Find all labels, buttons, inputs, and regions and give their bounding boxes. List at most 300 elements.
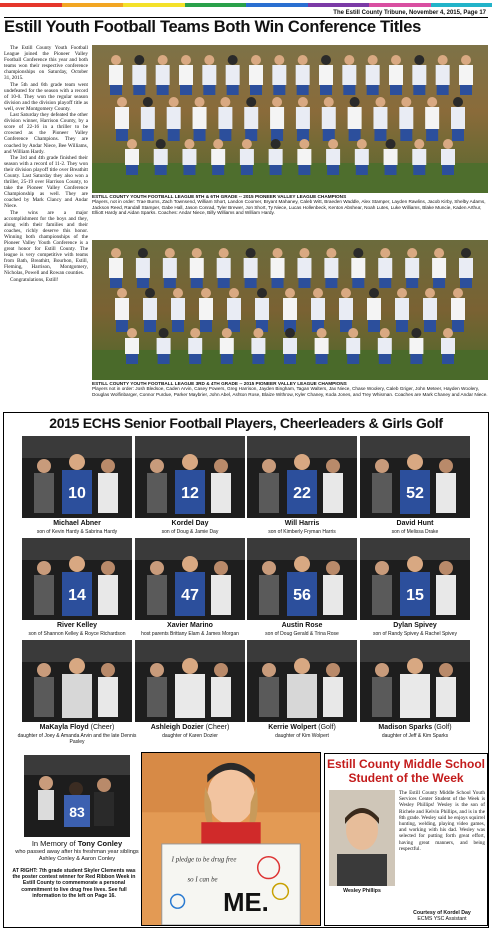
senior-parents: daughter of Kim Wolpert — [275, 733, 329, 739]
player-silhouette — [249, 65, 263, 85]
player-head — [213, 139, 223, 149]
senior-jersey-number: 47 — [181, 587, 199, 604]
player-pants — [155, 165, 167, 175]
player-pants — [327, 165, 339, 175]
player-head — [357, 139, 367, 149]
player-pants — [452, 129, 464, 141]
senior-name-text: Dylan Spivey — [393, 622, 437, 629]
senior-photo-art — [360, 538, 470, 620]
player-head — [427, 97, 437, 107]
player-silhouette — [326, 149, 340, 165]
player-head — [313, 288, 323, 298]
senior-jersey-number: 22 — [293, 485, 311, 502]
player-pants — [413, 85, 425, 95]
player-head — [165, 248, 175, 258]
player-silhouette — [342, 65, 356, 85]
player-head — [127, 139, 137, 149]
story-body — [4, 45, 88, 385]
player-silhouette — [163, 258, 177, 278]
player-pants — [271, 129, 283, 141]
caption-2-title: ESTILL COUNTY YOUTH FOOTBALL LEAGUE 3RD & 4TH GRADE -- 2015 PIONEER VALLEY LEAGUE CHAMPIONS — [92, 381, 347, 386]
player-head — [145, 288, 155, 298]
player-head — [274, 55, 284, 65]
player-pants — [442, 165, 454, 175]
player-silhouette — [297, 149, 311, 165]
player-head — [156, 139, 166, 149]
senior-name-text: Madison Sparks — [378, 724, 433, 731]
player-pants — [158, 354, 170, 364]
senior-name-text: Austin Rose — [281, 622, 323, 629]
senior-name — [243, 724, 361, 731]
player-silhouette — [141, 107, 155, 129]
player-pants — [368, 320, 380, 332]
color-stripe-4 — [246, 3, 308, 7]
player-pants — [437, 85, 449, 95]
player-silhouette — [193, 107, 207, 129]
player-silhouette — [373, 107, 387, 129]
player-head — [344, 55, 354, 65]
player-silhouette — [395, 298, 409, 320]
senior-jersey-number: 56 — [293, 587, 311, 604]
color-stripe-2 — [123, 3, 185, 7]
ecms-title-line1: Estill County Middle School — [326, 757, 485, 771]
player-pants — [245, 278, 257, 288]
player-silhouette — [351, 258, 365, 278]
player-head — [143, 97, 153, 107]
memorial-text — [14, 839, 140, 848]
senior-photo — [135, 538, 245, 620]
memorial-photo — [24, 755, 130, 837]
player-pants — [298, 165, 310, 175]
senior-photo-art — [135, 640, 245, 722]
poster-word-line2: so I can be — [187, 876, 218, 884]
senior-parents: daughter of Joey & Amanda Arvin and the late Dennis Pasley — [17, 733, 137, 745]
senior-photo — [22, 640, 132, 722]
player-head — [219, 248, 229, 258]
player-head — [414, 55, 424, 65]
player-head — [127, 328, 137, 338]
player-head — [411, 328, 421, 338]
color-stripe-0 — [0, 3, 62, 7]
player-silhouette — [367, 298, 381, 320]
caption-1-text: Players, not in order: Trae Burns, Zach Townsend, William Short, Landon Coomer, Bryant Mahaney, Caleb Witt, Braeden Waddle, Alex Stamper, Layden Rawlins, Jacob Kirby, Shelby Adams, Jackson Reed, Randall Stamper, Gabe Hall, Jason Conrad, Tyler Brewer, Jon Short, Ty Niece, Lucas Hollenbeck, Kenton Abshear, Noah Lutes, Luke Williams, Blake Muncie, Kaden Arthur, Elliott Hardy and Aidan Sparks. Coaches: Andar Niece, Billy Williams and William Hardy. — [92, 199, 486, 216]
player-pants — [343, 85, 355, 95]
player-head — [228, 55, 238, 65]
story-paragraph: The 5th and 6th grade team went undefeated for the season with a record of 10-0. They won the regular season division and the division playoff title as well, over Montgomery County. — [4, 81, 88, 112]
player-pants — [316, 354, 328, 364]
player-silhouette — [244, 107, 258, 129]
player-pants — [297, 85, 309, 95]
player-head — [321, 55, 331, 65]
player-silhouette — [409, 338, 423, 354]
senior-name-text: David Hunt — [396, 520, 434, 527]
color-stripe-1 — [62, 3, 124, 7]
player-head — [111, 248, 121, 258]
player-head — [324, 97, 334, 107]
player-head — [117, 97, 127, 107]
senior-role: (Golf) — [434, 724, 452, 731]
senior-photo-art — [22, 436, 132, 518]
player-silhouette — [322, 107, 336, 129]
player-pants — [374, 129, 386, 141]
memorial-line1: In Memory of — [31, 839, 76, 848]
player-pants — [142, 129, 154, 141]
player-pants — [410, 354, 422, 364]
player-silhouette — [389, 65, 403, 85]
player-head — [461, 55, 471, 65]
senior-name — [131, 520, 249, 527]
senior-jersey-number: 12 — [181, 485, 199, 502]
player-pants — [385, 165, 397, 175]
senior-parents: son of Kimberly Fryman Harris — [268, 529, 336, 535]
poster-big-word: ME. — [223, 889, 269, 918]
player-pants — [126, 165, 138, 175]
senior-name-text: MaKayla Floyd — [39, 724, 89, 731]
player-head — [353, 248, 363, 258]
player-silhouette — [211, 149, 225, 165]
player-silhouette — [366, 65, 380, 85]
player-pants — [203, 85, 215, 95]
player-silhouette — [319, 65, 333, 85]
player-pants — [241, 165, 253, 175]
senior-photo — [247, 436, 357, 518]
story-paragraph: The 3rd and 4th grade finished their season with a record of 11-2. They won their division playoff title over Breathitt County. Last Saturday they also won a thriller, 25-19 over Harrison County, to take the Pioneer Valley Conference Championship as well. They are coached by Mark Clancy and Andar Niece. — [4, 154, 88, 210]
player-pants — [219, 129, 231, 141]
player-silhouette — [136, 258, 150, 278]
player-pants — [356, 165, 368, 175]
senior-photo-art — [135, 436, 245, 518]
team-photo-1-caption — [92, 194, 488, 216]
player-silhouette — [218, 107, 232, 129]
player-silhouette — [190, 258, 204, 278]
player-head — [220, 97, 230, 107]
player-head — [257, 288, 267, 298]
player-silhouette — [227, 298, 241, 320]
player-silhouette — [283, 338, 297, 354]
player-head — [271, 139, 281, 149]
player-head — [326, 248, 336, 258]
color-stripe-5 — [308, 3, 370, 7]
player-silhouette — [125, 338, 139, 354]
player-silhouette — [283, 298, 297, 320]
player-silhouette — [432, 258, 446, 278]
player-head — [246, 248, 256, 258]
player-head — [204, 55, 214, 65]
player-head — [369, 288, 379, 298]
player-head — [380, 328, 390, 338]
player-pants — [320, 85, 332, 95]
player-head — [190, 328, 200, 338]
senior-name — [356, 622, 474, 629]
poster-word-line1: I pledge to be drug free — [171, 856, 237, 864]
poster-photo-art — [142, 753, 320, 925]
player-head — [169, 97, 179, 107]
player-head — [159, 328, 169, 338]
player-silhouette — [182, 149, 196, 165]
player-silhouette — [296, 107, 310, 129]
player-head — [348, 328, 358, 338]
player-head — [407, 248, 417, 258]
wesley-photo-name: Wesley Phillips — [343, 888, 381, 894]
senior-photo — [360, 538, 470, 620]
senior-name-text: River Kelley — [56, 622, 98, 629]
senior-photo — [360, 436, 470, 518]
senior-name — [131, 724, 249, 731]
player-silhouette — [459, 65, 473, 85]
senior-photo-art — [360, 436, 470, 518]
senior-parents: son of Melissa Drake — [391, 529, 439, 535]
player-silhouette — [109, 258, 123, 278]
player-head — [229, 288, 239, 298]
team-photo-3rd-4th-grade — [92, 240, 488, 380]
player-head — [386, 139, 396, 149]
player-head — [461, 248, 471, 258]
headline: Estill Youth Football Teams Both Win Conference Titles — [4, 18, 421, 36]
color-stripe-7 — [431, 3, 492, 7]
player-head — [201, 288, 211, 298]
senior-name — [356, 724, 474, 731]
player-head — [414, 139, 424, 149]
player-pants — [460, 278, 472, 288]
player-silhouette — [296, 65, 310, 85]
senior-parents: son of Randy Spivey & Rachel Spivey — [373, 631, 457, 637]
player-pants — [157, 85, 169, 95]
senior-name — [18, 724, 136, 731]
player-pants — [379, 354, 391, 364]
player-pants — [133, 85, 145, 95]
senior-name — [18, 520, 136, 527]
player-head — [397, 288, 407, 298]
player-head — [222, 328, 232, 338]
senior-name — [356, 520, 474, 527]
senior-name-text: Will Harris — [284, 520, 320, 527]
senior-parents: daughter of Karen Dozier — [162, 733, 218, 739]
team-photo-5th-6th-grade — [92, 45, 488, 193]
player-silhouette — [217, 258, 231, 278]
player-pants — [110, 278, 122, 288]
story-paragraph: Congratulations, Estill! — [10, 276, 59, 283]
player-silhouette — [378, 258, 392, 278]
senior-jersey-number: 15 — [406, 587, 424, 604]
player-pants — [116, 129, 128, 141]
player-head — [443, 139, 453, 149]
player-silhouette — [226, 65, 240, 85]
player-head — [453, 97, 463, 107]
player-pants — [250, 85, 262, 95]
color-stripe-6 — [369, 3, 431, 7]
player-head — [138, 248, 148, 258]
memorial-line2: who passed away after his freshman year siblings Ashley Conley & Aaron Conley — [15, 849, 139, 862]
player-pants — [352, 278, 364, 288]
player-pants — [349, 129, 361, 141]
player-silhouette — [355, 149, 369, 165]
player-silhouette — [272, 65, 286, 85]
senior-photo — [360, 640, 470, 722]
senior-photo — [135, 436, 245, 518]
player-pants — [144, 320, 156, 332]
player-silhouette — [167, 107, 181, 129]
player-pants — [433, 278, 445, 288]
player-head — [380, 248, 390, 258]
player-head — [453, 288, 463, 298]
player-head — [117, 288, 127, 298]
player-head — [328, 139, 338, 149]
senior-photo — [22, 538, 132, 620]
player-pants — [452, 320, 464, 332]
player-pants — [273, 85, 285, 95]
player-pants — [252, 354, 264, 364]
player-pants — [218, 278, 230, 288]
player-head — [181, 55, 191, 65]
player-silhouette — [143, 298, 157, 320]
player-silhouette — [425, 107, 439, 129]
senior-name-text: Michael Abner — [53, 520, 101, 527]
player-silhouette — [315, 338, 329, 354]
ecms-credit2: ECMS YSC Assistant — [417, 916, 467, 922]
player-head — [246, 97, 256, 107]
senior-photo — [135, 640, 245, 722]
player-silhouette — [399, 107, 413, 129]
player-silhouette — [109, 65, 123, 85]
player-silhouette — [188, 338, 202, 354]
player-pants — [164, 278, 176, 288]
player-silhouette — [154, 149, 168, 165]
player-silhouette — [339, 298, 353, 320]
senior-parents: host parents Brittany Elam & James Morgan — [141, 631, 239, 637]
player-pants — [168, 129, 180, 141]
player-silhouette — [156, 65, 170, 85]
senior-section-title: 2015 ECHS Senior Football Players, Cheerleaders & Girls Golf — [49, 415, 443, 431]
player-silhouette — [157, 338, 171, 354]
memorial-jersey-number: 83 — [69, 804, 85, 820]
player-pants — [379, 278, 391, 288]
player-head — [425, 288, 435, 298]
player-pants — [191, 278, 203, 288]
player-silhouette — [451, 107, 465, 129]
player-head — [285, 328, 295, 338]
senior-role: (Golf) — [318, 724, 336, 731]
senior-name-text: Ashleigh Dozier — [150, 724, 204, 731]
player-silhouette — [255, 298, 269, 320]
player-silhouette — [324, 258, 338, 278]
player-head — [242, 139, 252, 149]
player-head — [273, 248, 283, 258]
senior-parents: son of Doug Gerald & Trina Rose — [265, 631, 339, 637]
ecms-title-line2: Student of the Week — [348, 771, 464, 785]
senior-photo-art — [135, 538, 245, 620]
player-silhouette — [441, 338, 455, 354]
player-pants — [298, 278, 310, 288]
player-silhouette — [459, 258, 473, 278]
senior-photo — [22, 436, 132, 518]
senior-role: (Cheer) — [90, 724, 115, 731]
color-stripe-3 — [185, 3, 247, 7]
wesley-photo — [329, 790, 395, 886]
player-pants — [406, 278, 418, 288]
student-of-week-box — [324, 753, 488, 926]
player-pants — [221, 354, 233, 364]
player-head — [350, 97, 360, 107]
story-paragraph: The Estill County Youth Football League joined the Pioneer Valley Football Conference this year and both teams won their respective conference championships on Saturday, October 31, 2015. — [4, 45, 88, 82]
player-pants — [442, 354, 454, 364]
senior-role: (Cheer) — [205, 724, 230, 731]
player-silhouette — [199, 298, 213, 320]
senior-parents: son of Kevin Hardy & Sabrina Hardy — [36, 529, 118, 535]
story-paragraph: Last Saturday they defeated the other division winner, Harrison County, by a score of 22-16 in a thriller to be crowned as the Pioneer Valley Conference Champions. They are coached by Andar Niece, Bee Williams, and William Hardy. — [4, 112, 88, 155]
player-silhouette — [436, 65, 450, 85]
player-pants — [110, 85, 122, 95]
senior-photo-art — [360, 640, 470, 722]
poster-photo — [141, 752, 321, 926]
senior-name — [18, 622, 136, 629]
memorial-name: Tony Conley — [77, 839, 123, 848]
player-head — [401, 97, 411, 107]
senior-name — [243, 520, 361, 527]
player-silhouette — [115, 298, 129, 320]
player-head — [158, 55, 168, 65]
player-silhouette — [240, 149, 254, 165]
senior-photo-art — [22, 640, 132, 722]
senior-parents: son of Doug & Jamie Day — [161, 529, 219, 535]
player-pants — [126, 354, 138, 364]
player-head — [438, 55, 448, 65]
player-pants — [424, 320, 436, 332]
senior-photo-art — [247, 436, 357, 518]
player-head — [298, 55, 308, 65]
senior-photo — [247, 640, 357, 722]
player-silhouette — [115, 107, 129, 129]
senior-name — [243, 622, 361, 629]
color-stripe-bar — [0, 3, 492, 7]
senior-photo-art — [22, 538, 132, 620]
player-pants — [413, 165, 425, 175]
player-pants — [390, 85, 402, 95]
player-head — [375, 97, 385, 107]
team-photo-2-caption — [92, 381, 488, 397]
player-silhouette — [125, 149, 139, 165]
player-pants — [460, 85, 472, 95]
player-pants — [400, 129, 412, 141]
player-pants — [194, 129, 206, 141]
player-silhouette — [179, 65, 193, 85]
player-head — [443, 328, 453, 338]
player-silhouette — [220, 338, 234, 354]
player-head — [298, 97, 308, 107]
player-head — [111, 55, 121, 65]
player-silhouette — [270, 107, 284, 129]
ecms-story: The Estill County Middle School Youth Services Center Student of the Week is Wesley Phillips! Wesley is the son of Richele and Kelvin Phillips, and is in the 8th grade. Wesley said he enjoys squirrel hunting, welding, playing video games, and working with his dad. Wesley was selected for putting forth great effort, having great manners, and being respectful. — [399, 790, 485, 852]
player-pants — [116, 320, 128, 332]
player-silhouette — [348, 107, 362, 129]
player-head — [285, 288, 295, 298]
player-pants — [200, 320, 212, 332]
caption-2-text: Players not in order: Josh Bledsoe, Caden Arvin, Casey Powers, Greg Harrison, Jayden Bingham, Tagan Walters, Jax Niece, Chase Woolery, Caleb Griger, John Meteer, Hayden Woolery, Douglas Wolfinbarger, Connor Purdue, Parker Maybrier, John Abel, Ashton Rose, Blaize Withrow, Kyler Chaney, Koda Jones, and Trey Whisman. Coaches are Mark Chaney and Andar Niece. — [92, 386, 488, 397]
player-pants — [347, 354, 359, 364]
player-pants — [172, 320, 184, 332]
player-pants — [297, 129, 309, 141]
senior-jersey-number: 10 — [68, 485, 86, 502]
team-photo-art — [92, 45, 488, 193]
player-pants — [227, 85, 239, 95]
player-silhouette — [132, 65, 146, 85]
player-pants — [284, 354, 296, 364]
player-pants — [270, 165, 282, 175]
player-head — [195, 97, 205, 107]
player-pants — [272, 278, 284, 288]
senior-name — [131, 622, 249, 629]
senior-photo — [247, 538, 357, 620]
player-silhouette — [451, 298, 465, 320]
